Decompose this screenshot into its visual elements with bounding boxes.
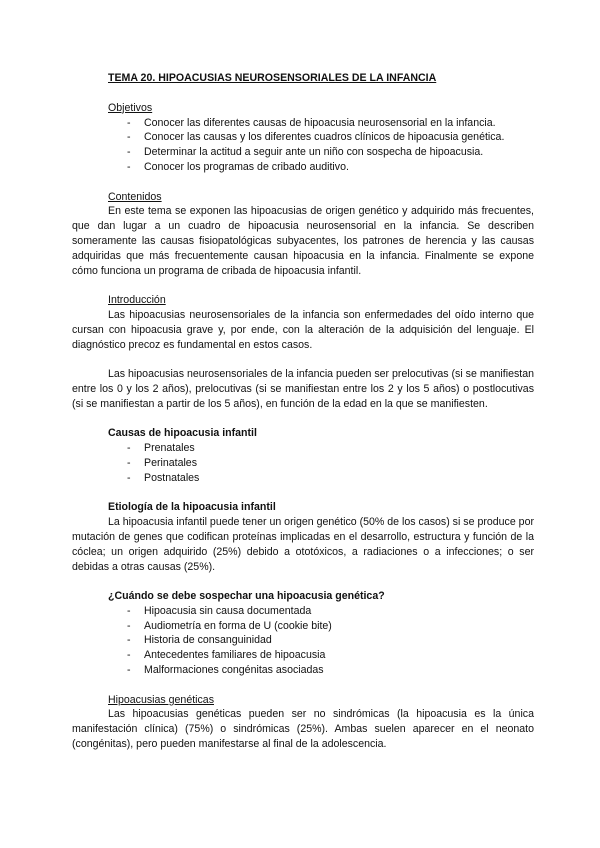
introduccion-paragraph-1: Las hipoacusias neurosensoriales de la infancia son enfermedades del oído interno que cursan con hipoacusia grave y, por ende, con la alteración de la adquisición del lenguaje. El diagnóstico precoz es fundamental en estos casos. [72,308,534,351]
introduccion-heading: Introducción [108,294,166,307]
geneticas-heading: Hipoacusias genéticas [108,693,214,706]
sospecha-list [72,604,534,678]
list-item: - Antecedentes familiares de hipoacusia [127,649,326,662]
geneticas-paragraph: Las hipoacusias genéticas pueden ser no sindrómicas (la hipoacusia es la única manifestación clínica) (75%) o sindrómicas (25%). Ambas suelen aparecer en el neonato (congénitas), pero pueden manifestarse al final de la adolescencia. [72,708,534,751]
list-item: - Audiometría en forma de U (cookie bite) [127,619,332,632]
objetivos-heading: Objetivos [108,101,153,114]
list-item: - Prenatales [127,442,195,455]
contenidos-heading: Contenidos [108,190,162,203]
introduccion-paragraph-2: Las hipoacusias neurosensoriales de la infancia pueden ser prelocutivas (si se manifiestan entre los 0 y los 2 años), prelocutivas (si se manifiestan entre los 2 y los 5 años) o postlocutivas (si se manifiestan a partir de los 5 años), en función de la edad en la que se manifiesten. [72,368,534,410]
list-item: - Historia de consanguinidad [127,634,272,647]
document-title: TEMA 20. HIPOACUSIAS NEUROSENSORIALES DE LA INFANCIA [108,72,437,84]
list-item: - Determinar la actitud a seguir ante un niño con sospecha de hipoacusia. [127,146,484,159]
list-item: - Conocer los programas de cribado auditivo. [127,160,349,173]
document-body [72,71,534,752]
list-item: - Conocer las causas y los diferentes cuadros clínicos de hipoacusia genética. [127,131,505,144]
causas-list [72,441,534,485]
sospecha-heading: ¿Cuándo se debe sospechar una hipoacusia genética? [108,590,385,603]
etiologia-paragraph: La hipoacusia infantil puede tener un origen genético (50% de los casos) si se produce por mutación de genes que codifican proteínas implicadas en el desarrollo, estructura y función de la cóclea; un origen adquirido (25%) debido a ototóxicos, a radiaciones o a infecciones; o ser debidas a otras causas (25%). [72,516,534,573]
list-item: - Malformaciones congénitas asociadas [127,664,324,677]
causas-heading: Causas de hipoacusia infantil [108,427,257,440]
objetivos-list [72,116,534,175]
list-item: - Perinatales [127,456,197,469]
list-item: - Hipoacusia sin causa documentada [127,604,312,617]
list-item: - Postnatales [127,471,200,484]
etiologia-heading: Etiología de la hipoacusia infantil [108,501,276,514]
contenidos-paragraph: En este tema se exponen las hipoacusias de origen genético y adquirido más frecuentes, que dan lugar a un cuadro de hipoacusia neurosensorial en la infancia. Se describen someramente las causas fisiopatológicas subyacentes, los patrones de herencia y las causas adquiridas que más frecuentemente causan hipoacusia en la infancia. Finalmente se expone cómo funciona un programa de cribada de hipoacusia infantil. [72,205,534,277]
list-item: - Conocer las diferentes causas de hipoacusia neurosensorial en la infancia. [127,116,496,129]
